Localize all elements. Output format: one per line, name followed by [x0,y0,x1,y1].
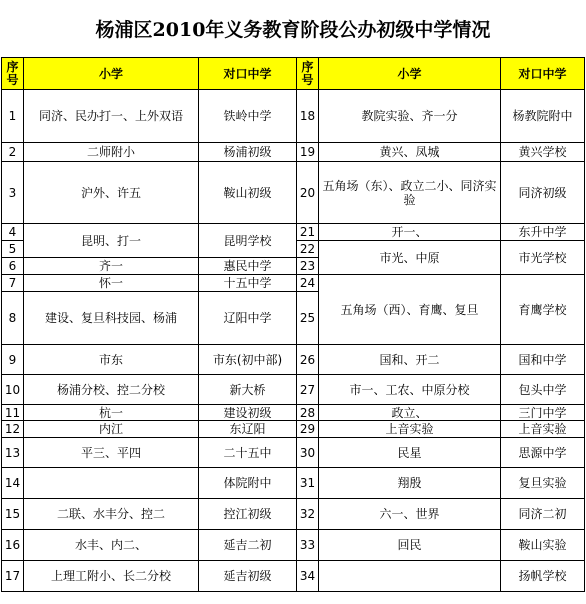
primary-schools: 平三、平四 [24,438,199,468]
header-middle-left: 对口中学 [199,58,297,90]
page-title: 杨浦区2010年义务教育阶段公办初级中学情况 [95,19,491,41]
row-number: 1 [2,90,24,143]
primary-schools: 五角场（东）、政立二小、同济实验 [319,162,501,224]
primary-schools: 齐一 [24,258,199,275]
primary-schools: 开一、 [319,224,501,241]
table-row [2,224,585,241]
row-number: 23 [297,258,319,275]
middle-school: 辽阳中学 [199,292,297,345]
header-primary-left: 小学 [24,58,199,90]
middle-school: 体院附中 [199,468,297,499]
header-primary-right: 小学 [319,58,501,90]
primary-schools: 回民 [319,530,501,561]
row-number: 10 [2,375,24,405]
row-number: 32 [297,499,319,530]
middle-school: 思源中学 [501,438,585,468]
primary-schools: 市东 [24,345,199,375]
table-row [2,561,585,592]
school-table [1,57,585,592]
row-number: 12 [2,421,24,438]
primary-schools: 建设、复旦科技园、杨浦 [24,292,199,345]
row-number: 15 [2,499,24,530]
row-number: 17 [2,561,24,592]
row-number: 13 [2,438,24,468]
primary-schools [319,561,501,592]
middle-school: 鞍山初级 [199,162,297,224]
middle-school: 鞍山实验 [501,530,585,561]
middle-school: 东升中学 [501,224,585,241]
row-number: 31 [297,468,319,499]
header-row [2,58,585,90]
row-number: 22 [297,241,319,258]
middle-school: 复旦实验 [501,468,585,499]
table-row [2,90,585,143]
middle-school: 黄兴学校 [501,143,585,162]
primary-schools: 教院实验、齐一分 [319,90,501,143]
middle-school: 铁岭中学 [199,90,297,143]
row-number: 3 [2,162,24,224]
table-row [2,375,585,405]
primary-schools: 同济、民办打一、上外双语 [24,90,199,143]
row-number: 16 [2,530,24,561]
middle-school: 同济二初 [501,499,585,530]
middle-school: 昆明学校 [199,224,297,258]
middle-school: 杨浦初级 [199,143,297,162]
row-number: 28 [297,405,319,421]
middle-school: 延吉二初 [199,530,297,561]
middle-school: 惠民中学 [199,258,297,275]
row-number: 5 [2,241,24,258]
header-seq-left: 序号 [2,58,24,90]
primary-schools: 内江 [24,421,199,438]
row-number: 27 [297,375,319,405]
primary-schools: 二联、水丰分、控二 [24,499,199,530]
middle-school: 育鹰学校 [501,275,585,345]
row-number: 30 [297,438,319,468]
row-number: 6 [2,258,24,275]
row-number: 25 [297,292,319,345]
row-number: 2 [2,143,24,162]
primary-schools: 市光、中原 [319,241,501,275]
table-row [2,162,585,224]
row-number: 7 [2,275,24,292]
row-number: 29 [297,421,319,438]
header-seq-right: 序号 [297,58,319,90]
primary-schools: 政立、 [319,405,501,421]
table-row [2,345,585,375]
middle-school: 建设初级 [199,405,297,421]
primary-schools: 民星 [319,438,501,468]
primary-schools: 水丰、内二、 [24,530,199,561]
primary-schools: 二师附小 [24,143,199,162]
row-number: 9 [2,345,24,375]
table-row [2,143,585,162]
table-row [2,421,585,438]
middle-school: 三门中学 [501,405,585,421]
middle-school: 市东(初中部) [199,345,297,375]
primary-schools: 上理工附小、长二分校 [24,561,199,592]
row-number: 19 [297,143,319,162]
middle-school: 同济初级 [501,162,585,224]
middle-school: 十五中学 [199,275,297,292]
table-row [2,468,585,499]
table-row [2,530,585,561]
table-row [2,438,585,468]
middle-school: 包头中学 [501,375,585,405]
row-number: 14 [2,468,24,499]
primary-schools [24,468,199,499]
middle-school: 东辽阳 [199,421,297,438]
row-number: 26 [297,345,319,375]
middle-school: 上音实验 [501,421,585,438]
primary-schools: 翔殷 [319,468,501,499]
row-number: 4 [2,224,24,241]
primary-schools: 市一、工农、中原分校 [319,375,501,405]
primary-schools: 六一、世界 [319,499,501,530]
row-number: 8 [2,292,24,345]
middle-school: 延吉初级 [199,561,297,592]
middle-school: 市光学校 [501,241,585,275]
primary-schools: 国和、开二 [319,345,501,375]
row-number: 24 [297,275,319,292]
middle-school: 扬帆学校 [501,561,585,592]
primary-schools: 怀一 [24,275,199,292]
middle-school: 二十五中 [199,438,297,468]
primary-schools: 杭一 [24,405,199,421]
row-number: 33 [297,530,319,561]
primary-schools: 上音实验 [319,421,501,438]
row-number: 21 [297,224,319,241]
row-number: 20 [297,162,319,224]
primary-schools: 五角场（西）、育鹰、复旦 [319,275,501,345]
primary-schools: 沪外、许五 [24,162,199,224]
primary-schools: 黄兴、凤城 [319,143,501,162]
middle-school: 杨教院附中 [501,90,585,143]
table-row [2,499,585,530]
middle-school: 新大桥 [199,375,297,405]
table-row [2,275,585,292]
row-number: 18 [297,90,319,143]
primary-schools: 昆明、打一 [24,224,199,258]
table-row [2,405,585,421]
middle-school: 控江初级 [199,499,297,530]
row-number: 34 [297,561,319,592]
row-number: 11 [2,405,24,421]
primary-schools: 杨浦分校、控二分校 [24,375,199,405]
header-middle-right: 对口中学 [501,58,585,90]
middle-school: 国和中学 [501,345,585,375]
